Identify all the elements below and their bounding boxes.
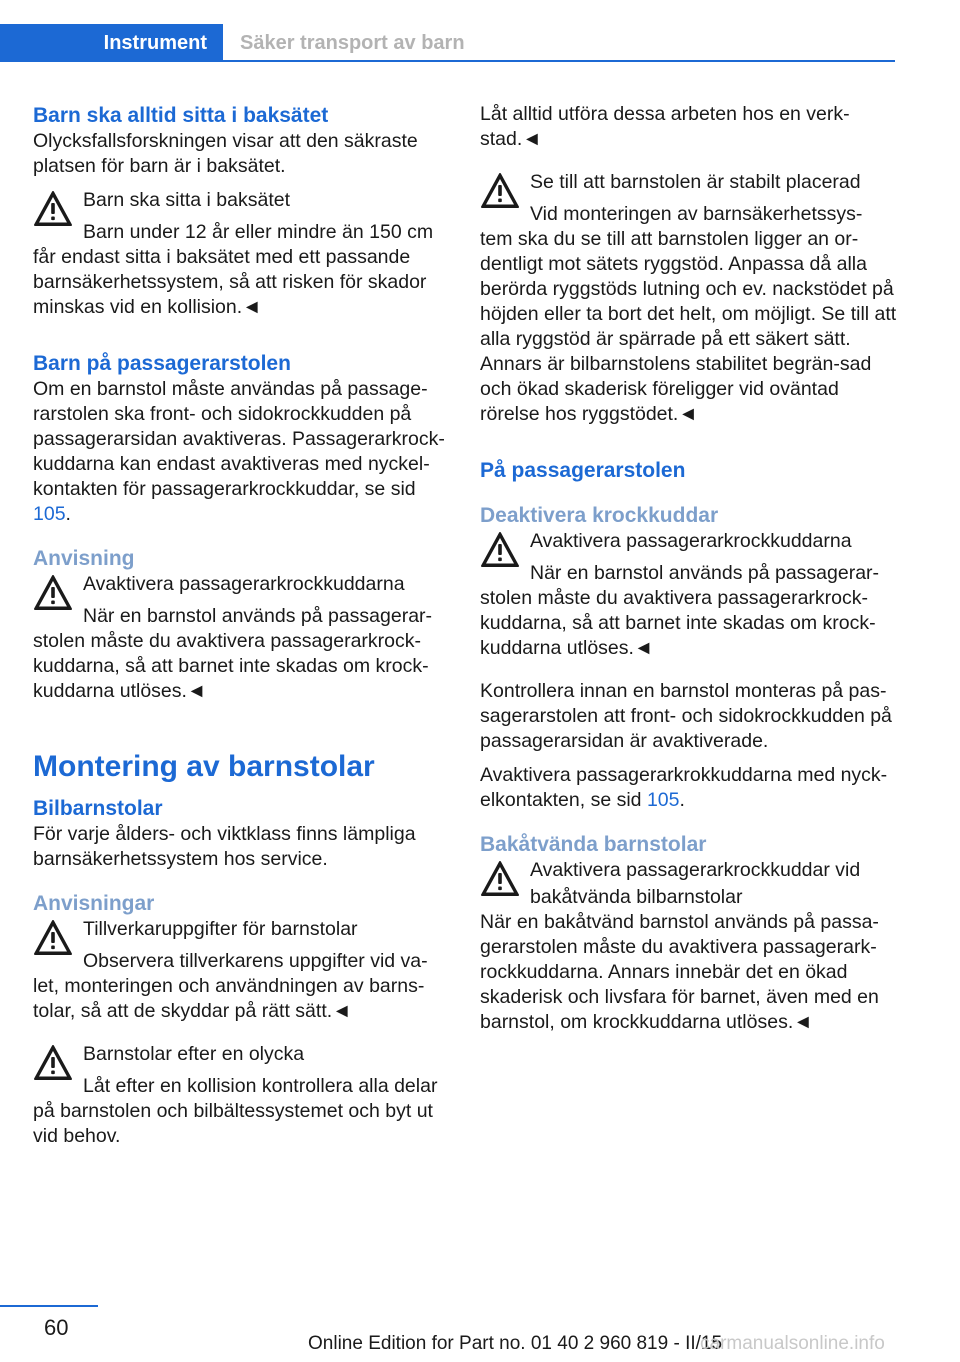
warning-text: Barn under 12 år eller mindre än 150 cm [83,221,434,243]
warning-triangle-icon [33,919,73,957]
paragraph: Om en barnstol måste användas på passage-rarstolen ska front- och sidokrockkudden på passagerarsidan avaktiveras. Passagerarkrock-kuddarna kan endast avaktiveras med nyckel-kontakten för passagerarkrockkuddar, se sid 105. [33,378,445,525]
warning-text: När en bakåtvänd barnstol används på passa-gerarstolen måste du avaktivera passagerark-rockkuddarna. Annars innebär det en ökad skaderisk och livsfara för barnet, även med en barnstol, om krockkuddarna utlöses.◄ [480,911,879,1033]
tab-saker-transport[interactable]: Säker transport av barn [240,31,465,54]
page-number: 60 [44,1315,69,1340]
section-heading: Bakåtvända barnstolar [480,833,707,856]
warning-text: Vid monteringen av barnsäkerhetssys- [530,203,863,225]
warning-text: När en barnstol används på passagerar- [530,562,880,584]
warning-triangle-icon [480,172,520,210]
warning-title: Barnstolar efter en olycka [83,1043,305,1065]
section-heading: Anvisning [33,547,135,570]
section-heading: Bilbarnstolar [33,797,163,820]
warning-block [480,858,898,1035]
warning-text: let, monteringen och användningen av barns-tolar, så att de skyddar på rätt sätt.◄ [33,975,425,1022]
warning-block [33,188,448,320]
section-heading: Anvisningar [33,892,155,915]
warning-block [480,529,898,661]
warning-title: Barn ska sitta i baksätet [83,189,291,211]
section-heading: På passagerarstolen [480,459,686,482]
paragraph: För varje ålders- och viktklass finns lämpliga barnsäkerhetssystem hos service. [33,823,416,870]
warning-text: bakåtvända bilbarnstolar [530,886,743,908]
warning-block [33,917,448,1024]
warning-block [33,572,448,704]
page-link[interactable]: 105 [33,503,66,525]
warning-text: stolen måste du avaktivera passagerarkrock-kuddarna, så att barnet inte skadas om krock-kuddarna utlöses.◄ [480,587,876,659]
paragraph: Kontrollera innan en barnstol monteras på pas-sagerarstolen att front- och sidokrockkudden på passagerarsidan är avaktiverade. [480,680,892,752]
warning-triangle-icon [480,531,520,569]
paragraph: Låt alltid utföra dessa arbeten hos en verk-stad.◄ [480,103,850,150]
paragraph: Olycksfallsforskningen visar att den säkraste platsen för barn är i baksätet. [33,130,418,177]
warning-block [33,1042,448,1149]
warning-title: Avaktivera passagerarkrockkuddarna [83,573,405,595]
warning-text: på barnstolen och bilbältessystemet och byt ut vid behov. [33,1100,433,1147]
edition-text: Online Edition for Part no. 01 40 2 960 819 - II/15 [308,1333,723,1354]
warning-text: Observera tillverkarens uppgifter vid va- [83,950,428,972]
warning-triangle-icon [480,860,520,898]
warning-triangle-icon [33,574,73,612]
header-rule [223,60,895,62]
warning-text: Låt efter en kollision kontrollera alla delar [83,1075,438,1097]
warning-title: Se till att barnstolen är stabilt placerad [530,171,861,193]
warning-title: Avaktivera passagerarkrockkuddarna [530,530,852,552]
left-column [33,102,448,1149]
page-header [0,24,895,62]
warning-text: tem ska du se till att barnstolen ligger an or-dentligt mot sätets ryggstöd. Anpassa då alla berörda ryggstöds lutning och ev. nackstödet på höjden eller ta bort det helt, om möjligt. Se till att alla ryggstöd är spärrade på ett säkert sätt. Annars är bilbarnstolens stabilitet begrän-sad och ökad skaderisk föreligger vid oväntad rörelse hos ryggstödet.◄ [480,228,897,425]
warning-text: När en barnstol används på passagerar- [83,605,433,627]
watermark: carmanualsonline.info [700,1333,885,1354]
warning-title: Tillverkaruppgifter för barnstolar [83,918,358,940]
section-heading: Barn ska alltid sitta i baksätet [33,104,329,127]
section-heading: Deaktivera krockkuddar [480,504,719,527]
warning-triangle-icon [33,190,73,228]
page-link[interactable]: 105 [646,789,680,811]
section-heading: Barn på passagerarstolen [33,352,291,375]
warning-text: stolen måste du avaktivera passagerarkrock-kuddarna, så att barnet inte skadas om krock-kuddarna utlöses.◄ [33,630,429,702]
paragraph: Avaktivera passagerarkrokkuddarna med nyck-elkontakten, se sid 105. [480,764,888,811]
warning-triangle-icon [33,1044,73,1082]
tab-instrument[interactable]: Instrument [0,24,223,62]
warning-text: får endast sitta i baksätet med ett passande barnsäkerhetssystem, så att risken för skador minskas vid en kollision.◄ [33,246,427,318]
chapter-heading: Montering av barnstolar [33,750,375,783]
warning-title: Avaktivera passagerarkrockkuddar vid [530,859,861,881]
right-column [480,102,898,1035]
warning-block [480,170,898,427]
footer-rule [0,1305,98,1307]
